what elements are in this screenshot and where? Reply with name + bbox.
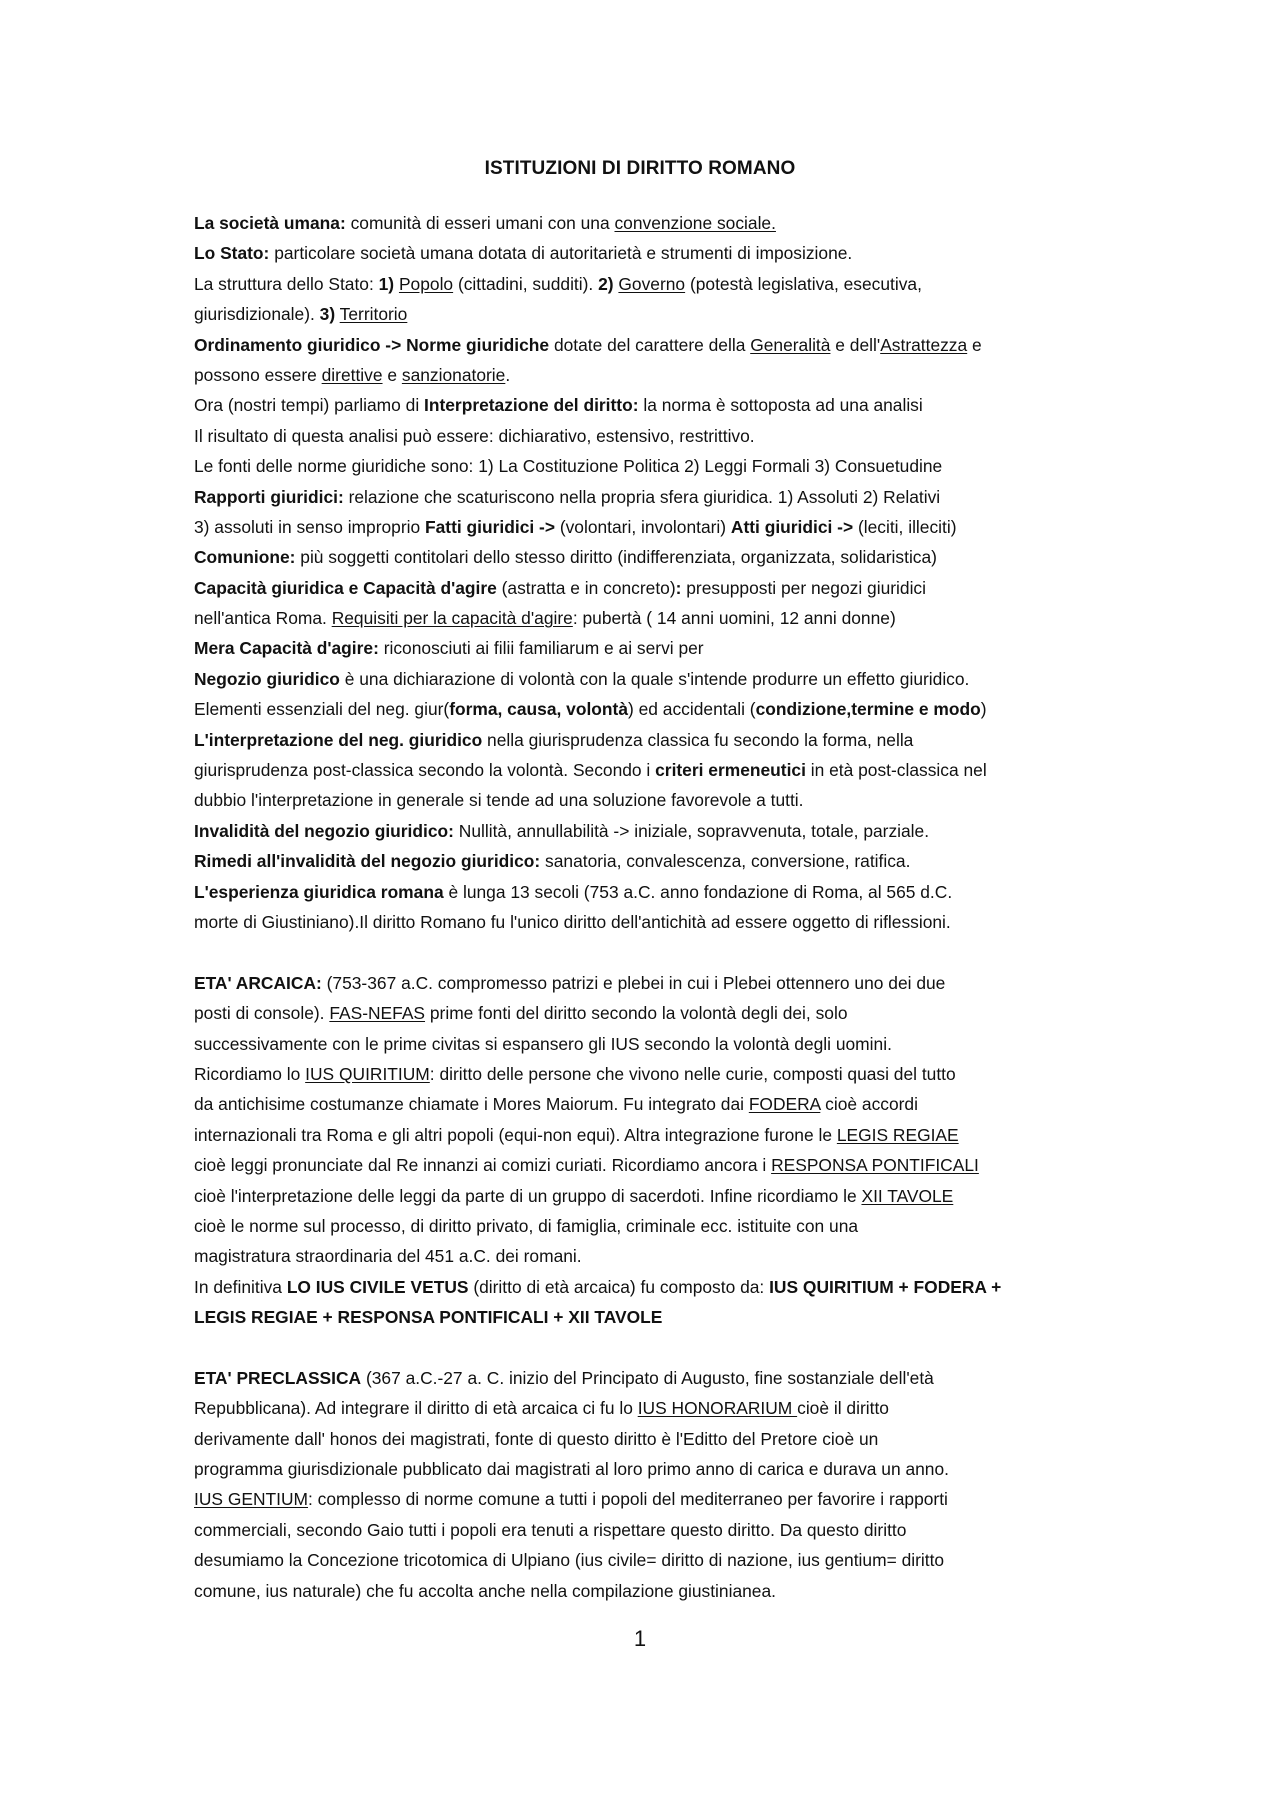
text-span: Il risultato di questa analisi può essere: dichiarativo, estensivo, restrittivo.: [194, 425, 755, 446]
text-span: successivamente con le prime civitas si espansero gli IUS secondo la volontà degli uomini.: [194, 1033, 892, 1054]
text-span: magistratura straordinaria del 451 a.C. dei romani.: [194, 1246, 582, 1267]
text-line: [194, 877, 1099, 907]
text-span: comune, ius naturale) che fu accolta anche nella compilazione giustinianea.: [194, 1580, 776, 1601]
bold-text: condizione,termine e modo: [755, 699, 981, 720]
text-span: Nullità, annullabilità -> iniziale, sopravvenuta, totale, parziale.: [453, 820, 930, 841]
text-span: è una dichiarazione di volontà con la quale s'intende produrre un effetto giuridico.: [339, 668, 970, 689]
underlined-text: IUS GENTIUM: [194, 1489, 309, 1510]
underlined-text: RESPONSA PONTIFICALI: [771, 1155, 979, 1176]
text-line: [194, 269, 1099, 299]
text-span: sanatoria, convalescenza, conversione, ratifica.: [540, 851, 911, 872]
text-span: giurisprudenza post-classica secondo la volontà. Secondo i: [194, 760, 656, 781]
text-span: ): [980, 699, 987, 720]
text-line: [194, 998, 1099, 1028]
text-span: cioè il diritto: [797, 1398, 889, 1419]
text-line: [194, 1059, 1099, 1089]
text-line: [194, 1150, 1099, 1180]
text-span: dubbio l'interpretazione in generale si tende ad una soluzione favorevole a tutti.: [194, 790, 804, 811]
text-span: cioè accordi: [820, 1094, 918, 1115]
text-line: [194, 208, 1099, 238]
text-line: [194, 1484, 1099, 1514]
text-line: [194, 1089, 1099, 1119]
text-line: [194, 1181, 1099, 1211]
bold-text: 1): [378, 273, 395, 294]
text-line: [194, 1454, 1099, 1484]
document-body: [194, 208, 1099, 1606]
text-line: [194, 330, 1099, 360]
underlined-text: IUS QUIRITIUM: [305, 1063, 430, 1084]
text-span: Elementi essenziali del neg. giur(: [194, 699, 450, 720]
document-title: ISTITUZIONI DI DIRITTO ROMANO: [484, 158, 796, 179]
text-line: [194, 1241, 1099, 1271]
text-span: Ricordiamo lo: [194, 1063, 306, 1084]
text-span: cioè le norme sul processo, di diritto privato, di famiglia, criminale ecc. istituite con una: [194, 1215, 859, 1236]
bold-text: Invalidità del negozio giuridico:: [194, 820, 454, 841]
text-span: derivamente dall' honos dei magistrati, fonte di questo diritto è l'Editto del Pretore cioè un: [194, 1428, 879, 1449]
underlined-text: direttive: [321, 364, 383, 385]
bold-text: LO IUS CIVILE VETUS: [286, 1276, 469, 1297]
text-span: : diritto delle persone che vivono nelle curie, composti quasi del tutto: [429, 1063, 956, 1084]
text-span: cioè leggi pronunciate dal Re innanzi ai comizi curiati. Ricordiamo ancora i: [194, 1155, 772, 1176]
text-span: nella giurisprudenza classica fu secondo la forma, nella: [482, 729, 914, 750]
text-span: (753-367 a.C. compromesso patrizi e plebei in cui i Plebei ottennero uno dei due: [321, 972, 946, 993]
text-line: [194, 694, 1099, 724]
text-span: giurisdizionale).: [194, 304, 320, 325]
bold-text: Rimedi all'invalidità del negozio giuridico:: [194, 851, 541, 872]
text-span: (367 a.C.-27 a. C. inizio del Principato di Augusto, fine sostanziale dell'età: [361, 1367, 934, 1388]
text-span: morte di Giustiniano).Il diritto Romano fu l'unico diritto dell'antichità ad essere oggetto di riflessioni.: [194, 911, 951, 932]
text-span: In definitiva: [194, 1276, 287, 1297]
text-line: [194, 633, 1099, 663]
underlined-text: Territorio: [339, 304, 408, 325]
text-span: : complesso di norme comune a tutti i popoli del mediterraneo per favorire i rapporti: [308, 1489, 948, 1510]
bold-text: Comunione:: [194, 547, 296, 568]
text-line: [194, 1120, 1099, 1150]
text-span: posti di console).: [194, 1003, 330, 1024]
text-span: prime fonti del diritto secondo la volontà degli dei, solo: [425, 1003, 848, 1024]
text-span: desumiamo la Concezione tricotomica di Ulpiano (ius civile= diritto di nazione, ius gentium= diritto: [194, 1550, 945, 1571]
text-line: [194, 1545, 1099, 1575]
bold-text: LEGIS REGIAE + RESPONSA PONTIFICALI + XII TAVOLE: [194, 1307, 663, 1328]
bold-text: ETA' ARCAICA:: [194, 972, 322, 993]
bold-text: 3): [319, 304, 336, 325]
bold-text: Atti giuridici ->: [730, 516, 854, 537]
text-span: riconosciuti ai filii familiarum e ai servi per: [378, 638, 704, 659]
text-line: [194, 1272, 1099, 1302]
text-line: [194, 907, 1099, 937]
text-line: [194, 451, 1099, 481]
text-span: più soggetti contitolari dello stesso diritto (indifferenziata, organizzata, solidaristica): [295, 547, 937, 568]
text-span: in età post-classica nel: [805, 760, 987, 781]
underlined-text: IUS HONORARIUM: [637, 1398, 798, 1419]
text-span: comunità di esseri umani con una: [345, 213, 615, 233]
bold-text: Mera Capacità d'agire:: [194, 638, 379, 659]
bold-text: 2): [598, 273, 614, 294]
text-span: (leciti, illeciti): [853, 516, 957, 537]
text-span: : pubertà ( 14 anni uomini, 12 anni donne): [572, 608, 896, 629]
text-span: dotate del carattere della: [549, 334, 751, 355]
text-line: [194, 1302, 1099, 1332]
text-span: ) ed accidentali (: [628, 699, 756, 720]
text-span: (potestà legislativa, esecutiva,: [685, 273, 922, 294]
text-span: 3) assoluti in senso improprio: [194, 516, 426, 537]
text-span: commerciali, secondo Gaio tutti i popoli era tenuti a rispettare questo diritto. Da questo diritto: [194, 1519, 907, 1540]
text-span: la norma è sottoposta ad una analisi: [638, 395, 923, 416]
bold-text: Negozio giuridico: [194, 668, 340, 689]
underlined-text: FODERA: [748, 1094, 821, 1115]
text-span: (diritto di età arcaica) fu composto da:: [468, 1276, 770, 1297]
text-span: programma giurisdizionale pubblicato dai magistrati al loro primo anno di carica e durava un anno.: [194, 1459, 949, 1480]
text-line: [194, 299, 1099, 329]
underlined-text: Astrattezza: [880, 334, 968, 355]
text-line: [194, 968, 1099, 998]
text-span: cioè l'interpretazione delle leggi da parte di un gruppo di sacerdoti. Infine ricordiamo le: [194, 1185, 862, 1206]
text-line: [194, 1393, 1099, 1423]
bold-text: La società umana:: [194, 213, 346, 233]
text-span: Ora (nostri tempi) parliamo di: [194, 395, 425, 416]
underlined-text: Governo: [618, 273, 686, 294]
text-span: (volontari, involontari): [554, 516, 731, 537]
bold-text: Rapporti giuridici:: [194, 486, 344, 507]
text-span: La struttura dello Stato:: [194, 273, 379, 294]
underlined-text: XII TAVOLE: [861, 1185, 954, 1206]
underlined-text: FAS-NEFAS: [329, 1003, 426, 1024]
underlined-text: Popolo: [398, 273, 454, 294]
text-line: [194, 512, 1099, 542]
text-line: [194, 573, 1099, 603]
text-line: [194, 725, 1099, 755]
text-span: e: [382, 364, 402, 385]
text-line: [194, 755, 1099, 785]
underlined-text: LEGIS REGIAE: [836, 1124, 959, 1145]
bold-text: Fatti giuridici ->: [425, 516, 555, 537]
text-line: [194, 482, 1099, 512]
text-line: [194, 1576, 1099, 1606]
text-line: [194, 390, 1099, 420]
text-line: [194, 816, 1099, 846]
text-line: [194, 238, 1099, 268]
text-span: Repubblicana). Ad integrare il diritto di età arcaica ci fu lo: [194, 1398, 638, 1419]
text-line: [194, 664, 1099, 694]
text-line: [194, 421, 1099, 451]
text-line: [194, 1211, 1099, 1241]
text-span: relazione che scaturiscono nella propria sfera giuridica. 1) Assoluti 2) Relativi: [343, 486, 941, 507]
text-line: [194, 846, 1099, 876]
underlined-text: Generalità: [750, 334, 831, 355]
bold-text: ETA' PRECLASSICA: [194, 1367, 362, 1388]
bold-text: Ordinamento giuridico -> Norme giuridiche: [194, 334, 550, 355]
bold-text: :: [675, 577, 682, 598]
text-line: [194, 1363, 1099, 1393]
bold-text: Interpretazione del diritto:: [424, 395, 639, 416]
text-span: e: [967, 334, 982, 355]
underlined-text: Requisiti per la capacità d'agire: [331, 608, 573, 629]
text-line: [194, 1029, 1099, 1059]
page-number: 1: [633, 1626, 647, 1651]
text-span: particolare società umana dotata di autoritarietà e strumenti di imposizione.: [269, 243, 853, 264]
text-span: (astratta e in concreto): [496, 577, 676, 598]
text-line: [194, 603, 1099, 633]
bold-text: IUS QUIRITIUM + FODERA +: [769, 1276, 1002, 1297]
bold-text: L'interpretazione del neg. giuridico: [194, 729, 483, 750]
text-line: [194, 360, 1099, 390]
underlined-text: convenzione sociale.: [614, 213, 776, 233]
bold-text: Lo Stato:: [194, 243, 270, 264]
text-span: internazionali tra Roma e gli altri popoli (equi-non equi). Altra integrazione furone le: [194, 1124, 837, 1145]
text-span: è lunga 13 secoli (753 a.C. anno fondazione di Roma, al 565 d.C.: [443, 881, 953, 902]
text-line: [194, 542, 1099, 572]
text-span: e dell': [830, 334, 881, 355]
text-line: [194, 1515, 1099, 1545]
underlined-text: sanzionatorie: [401, 364, 506, 385]
text-span: da antichisime costumanze chiamate i Mores Maiorum. Fu integrato dai: [194, 1094, 749, 1115]
bold-text: Capacità giuridica e Capacità d'agire: [194, 577, 497, 598]
bold-text: forma, causa, volontà: [449, 699, 628, 720]
text-span: possono essere: [194, 364, 322, 385]
text-span: Le fonti delle norme giuridiche sono: 1) La Costituzione Politica 2) Leggi Formali 3) Consuetudine: [194, 456, 943, 477]
text-span: (cittadini, sudditi).: [453, 273, 599, 294]
bold-text: criteri ermeneutici: [655, 760, 806, 781]
text-line: [194, 785, 1099, 815]
text-span: presupposti per negozi giuridici: [681, 577, 926, 598]
text-span: nell'antica Roma.: [194, 608, 332, 629]
blank-line: [194, 937, 1099, 967]
blank-line: [194, 1332, 1099, 1362]
text-line: [194, 1424, 1099, 1454]
text-span: .: [505, 364, 511, 385]
bold-text: L'esperienza giuridica romana: [194, 881, 444, 902]
